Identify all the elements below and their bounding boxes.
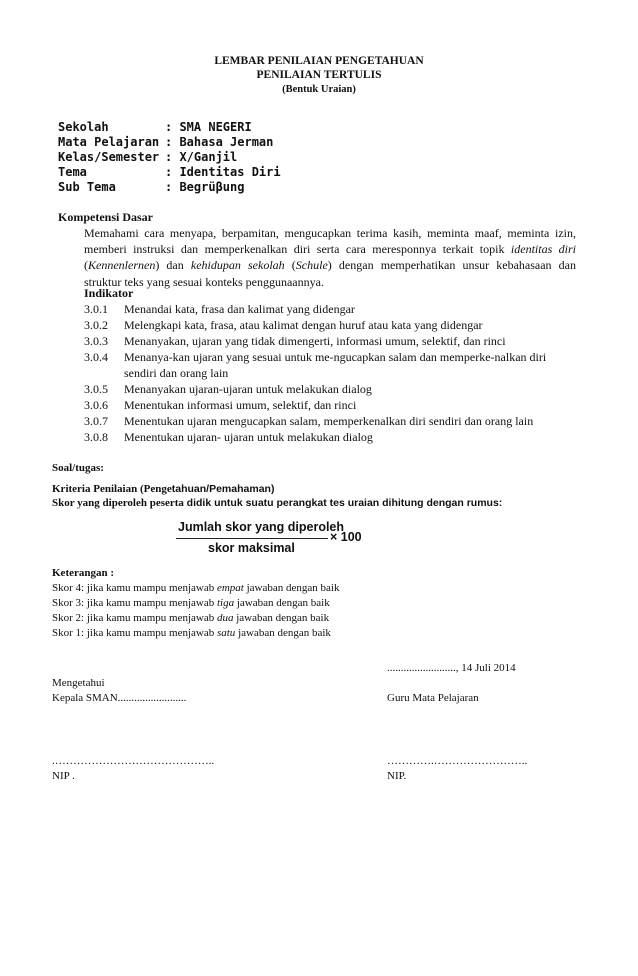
guru-label: Guru Mata Pelajaran [387,692,479,704]
list-item: 3.0.2 Melengkapi kata, frasa, atau kalimat dengan huruf atau kata yang didengar [84,318,483,332]
info-label: Mata Pelajaran [58,135,160,149]
info-label: Sekolah [58,120,109,134]
list-item: 3.0.6 Menentukan informasi umum, selektif, dan rinci [84,398,357,412]
info-value: : SMA NEGERI [165,120,252,134]
doc-subtitle: PENILAIAN TERTULIS [256,69,382,81]
list-item: 3.0.5 Menanyakan ujaran-ujaran untuk melakukan dialog [84,382,372,396]
info-label: Sub Tema [58,180,116,194]
list-item: Skor 2: jika kamu mampu menjawab dua jawaban dengan baik [52,612,330,624]
list-item: 3.0.1 Menandai kata, frasa dan kalimat yang didengar [84,302,355,316]
list-item: Skor 3: jika kamu mampu menjawab tiga jawaban dengan baik [52,597,330,609]
list-item: 3.0.3 Menanyakan, ujaran yang tidak dimengerti, informasi umum, selektif, dan rinci [84,334,506,348]
kriteria-desc: Skor yang diperoleh peserta didik untuk suatu perangkat tes uraian dihitung dengan rumus: [52,497,503,509]
info-label: Kelas/Semester [58,150,160,164]
doc-title: LEMBAR PENILAIAN PENGETAHUAN [214,55,424,67]
info-label: Tema [58,165,87,179]
info-value: : Identitas Diri [165,165,281,179]
kompetensi-text: Memahami cara menyapa, berpamitan, mengucapkan terima kasih, meminta maaf, meminta izin, memberi instruksi dan memperkenalkan diri serta cara meresponnya terkait topik identitas diri (Kennenlernen) dan kehidupan sekolah (Schule) dengan memperhatikan unsur kebahasaan dan struktur teks yang sesuai konteks penggunaannya. [84,226,577,289]
list-item: Skor 4: jika kamu mampu menjawab empat jawaban dengan baik [52,582,340,594]
list-item-cont: sendiri dan orang lain [124,366,229,380]
kriteria-title: Kriteria Penilaian (Pengetahuan/Pemahaman) [52,483,275,495]
formula-denominator: skor maksimal [208,541,295,555]
fraction-line [176,538,328,539]
doc-form: (Bentuk Uraian) [282,84,356,95]
signature-date: ........................., 14 Juli 2014 [387,662,516,674]
signature-line-left: .…………………………………….. [52,755,215,767]
info-value: : Begrüβung [165,180,245,194]
list-item: 3.0.4 Menanya-kan ujaran yang sesuai untuk me-ngucapkan salam dan memperke-nalkan diri [84,350,547,364]
list-item: 3.0.7 Menentukan ujaran mengucapkan salam, memperkenalkan diri sendiri dan orang lain [84,414,534,428]
list-item: Skor 1: jika kamu mampu menjawab satu jawaban dengan baik [52,627,331,639]
kompetensi-heading: Kompetensi Dasar [58,210,153,224]
info-value: : X/Ganjil [165,150,238,164]
mengetahui-label: Mengetahui [52,677,105,689]
kepala-label: Kepala SMAN......................... [52,692,187,704]
formula-numerator: Jumlah skor yang diperoleh [178,520,345,534]
info-value: : Bahasa Jerman [165,135,274,149]
keterangan-heading: Keterangan : [52,567,115,579]
nip-right: NIP. [387,770,407,782]
signature-line-right: ………….…………………….. [387,755,528,767]
list-item: 3.0.8 Menentukan ujaran- ujaran untuk melakukan dialog [84,430,373,444]
nip-left: NIP . [52,770,75,782]
indikator-heading: Indikator [84,286,134,300]
soal-heading: Soal/tugas: [52,462,104,474]
formula-multiplier: × 100 [330,530,362,544]
